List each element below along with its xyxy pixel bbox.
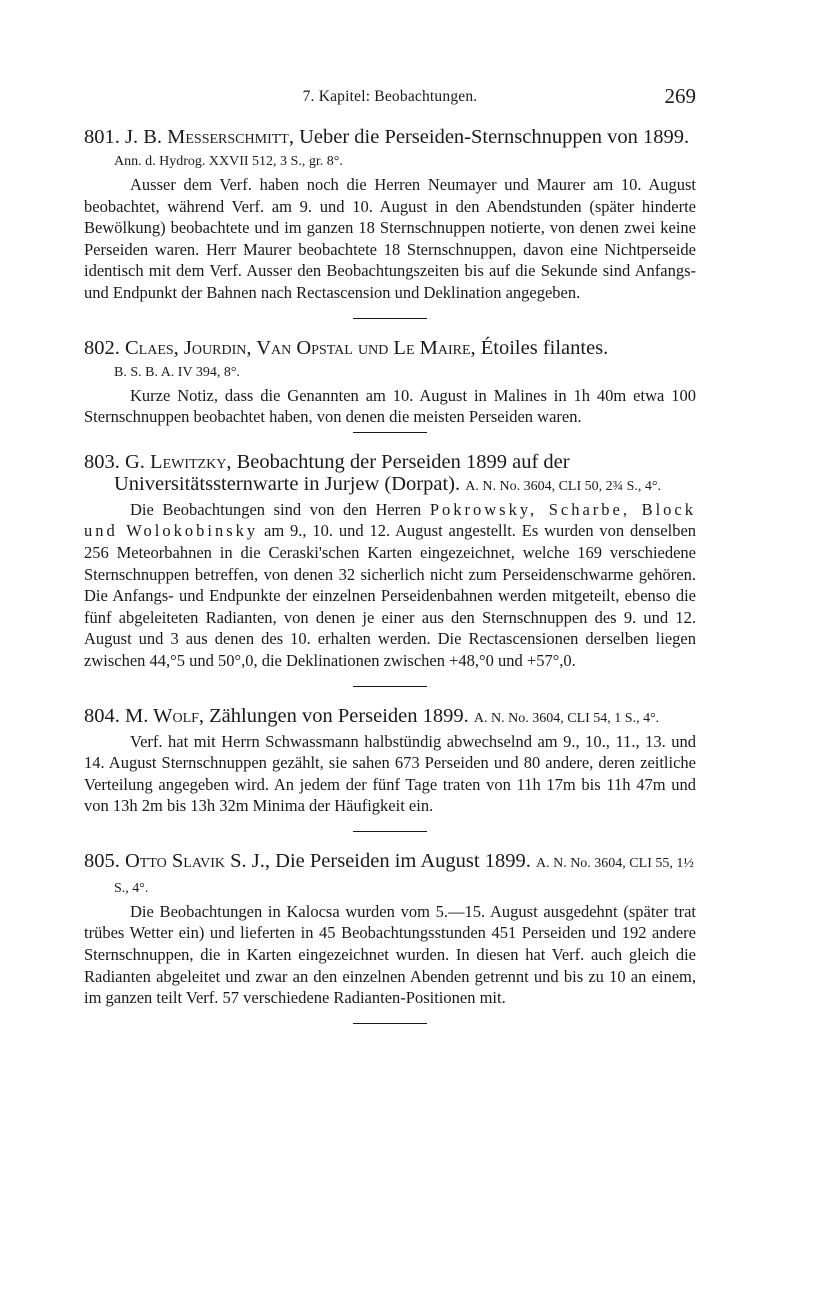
entry-heading bbox=[84, 451, 696, 498]
entry-author: Otto Slavik S. J., bbox=[125, 849, 271, 872]
separator-rule bbox=[353, 1023, 427, 1024]
entry-author: M. Wolf, bbox=[125, 704, 205, 727]
entry-source: Ann. d. Hydrog. XXVII 512, 3 S., gr. 8°. bbox=[114, 154, 343, 169]
entry-801 bbox=[84, 126, 696, 304]
running-header bbox=[84, 84, 696, 112]
entry-author: Claes, Jourdin, Van Opstal und Le Maire, bbox=[125, 336, 476, 359]
entry-title: Étoiles filantes. bbox=[480, 336, 609, 359]
entry-title: Die Perseiden im August 1899. bbox=[275, 849, 531, 872]
entry-source: A. N. No. 3604, CLI 55, 1½ S., 4°. bbox=[114, 855, 694, 896]
page bbox=[84, 84, 696, 1042]
observer-names: Pokrowsky, Scharbe, Block und Wolokobinsky bbox=[84, 499, 696, 541]
entry-title: Beobachtung der Perseiden 1899 auf der Universitätssternwarte in Jurjew (Dorpat). bbox=[114, 450, 570, 495]
entry-author: G. Lewitzky, bbox=[125, 450, 232, 473]
entry-body: Die Beobachtungen in Kalocsa wurden vom 5.—15. August ausgedehnt (später trat trübes Wetter ein) und lieferten in 45 Beobachtungsstunden 451 Perseiden und 192 andere Sternschnuppen, die in Karten eingezeichnet wurden. In diesen hat Verf. auch gleich die Radianten abgeleitet und zwar an den einzelnen Abenden getrennt und bis zu 10 an einem, im ganzen teilt Verf. 57 verschiedene Radianten-Positionen mit. bbox=[84, 901, 696, 1008]
entry-number: 805. bbox=[84, 849, 120, 872]
entry-body: Ausser dem Verf. haben noch die Herren Neumayer und Maurer am 10. August beobachtet, während Verf. am 9. und 10. August in den Abendstunden (später hinderte Bewölkung) beobachtete und im ganzen 18 Sternschnuppen notierte, von denen zwei keine Perseiden waren. Herr Maurer beobachtete 18 Sternschnuppen, davon eine Nichtperseide identisch mit dem Verf. Ausser den Beobachtungszeiten bis auf die Sekunde sind Anfangs- und Endpunkt der Bahnen nach Rectascension und Deklination angegeben. bbox=[84, 175, 696, 302]
entry-source: A. N. No. 3604, CLI 54, 1 S., 4°. bbox=[473, 710, 660, 726]
entry-heading bbox=[84, 705, 696, 730]
entry-body-intro: Die Beobachtungen sind von den Herren bbox=[130, 499, 422, 519]
entry-source: A. N. No. 3604, CLI 50, 2¾ S., 4°. bbox=[465, 478, 662, 494]
entry-body: Kurze Notiz, dass die Genannten am 10. August in Malines in 1h 40m etwa 100 Sternschnuppen beobachtet haben, von denen die meisten Perseiden waren. bbox=[84, 385, 696, 427]
entry-title: Ueber die Perseiden-Sternschnuppen von 1899. bbox=[299, 126, 690, 148]
entry-heading bbox=[84, 337, 696, 384]
entry-804 bbox=[84, 705, 696, 817]
entry-heading bbox=[84, 850, 696, 900]
entry-number: 804. bbox=[84, 704, 120, 727]
page-number: 269 bbox=[664, 84, 696, 108]
entry-title: Zählungen von Perseiden 1899. bbox=[209, 704, 469, 727]
entry-number: 803. bbox=[84, 450, 120, 473]
entry-number: 801. bbox=[84, 126, 120, 148]
entry-802 bbox=[84, 337, 696, 428]
separator-rule bbox=[353, 432, 427, 433]
separator-rule bbox=[353, 318, 427, 319]
separator-rule bbox=[353, 831, 427, 832]
chapter-title: 7. Kapitel: Beobachtungen. bbox=[302, 88, 478, 105]
entry-803 bbox=[84, 451, 696, 672]
entry-body: Verf. hat mit Herrn Schwassmann halbstündig abwechselnd am 9., 10., 11., 13. und 14. August Sternschnuppen gezählt, sie sahen 673 Perseiden und 80 andere, deren zeitliche Verteilung angegeben wird. An jedem der fünf Tage traten von 11h 17m bis 11h 47m und von 13h 2m bis 13h 32m Minima der Häufigkeit ein. bbox=[84, 731, 696, 816]
entry-number: 802. bbox=[84, 336, 120, 359]
entry-body-rest: am 9., 10. und 12. August angestellt. Es wurden von denselben 256 Meteorbahnen in die Ceraski'schen Karten eingezeichnet, welche 169 verschiedene Sternschnuppen betreffen, von denen 32 sicherlich nicht zum Perseidenschwarme gehören. Die Anfangs- und Endpunkte der einzelnen Perseidenbahnen werden mitgeteilt, ebenso die fünf abgeleiteten Radianten, von denen je einer aus den Sternschnuppen des 9. und 12. August und 3 aus denen des 10. erhalten werden. Die Rectascensionen derselben liegen zwischen 44,°5 und 50°,0, die Deklinationen zwischen +48,°0 und +57°,0. bbox=[84, 521, 697, 670]
separator-rule bbox=[353, 686, 427, 687]
entry-source: B. S. B. A. IV 394, 8°. bbox=[114, 364, 240, 380]
entry-heading: 801. J. B. Messerschmitt, Ueber die Perseiden-Sternschnuppen von 1899. Ann. d. Hydrog. XXVII 512, 3 S., gr. 8°. bbox=[84, 126, 690, 169]
entry-body bbox=[84, 499, 696, 672]
entry-author: J. B. Messerschmitt bbox=[125, 126, 289, 148]
entry-805 bbox=[84, 850, 696, 1009]
